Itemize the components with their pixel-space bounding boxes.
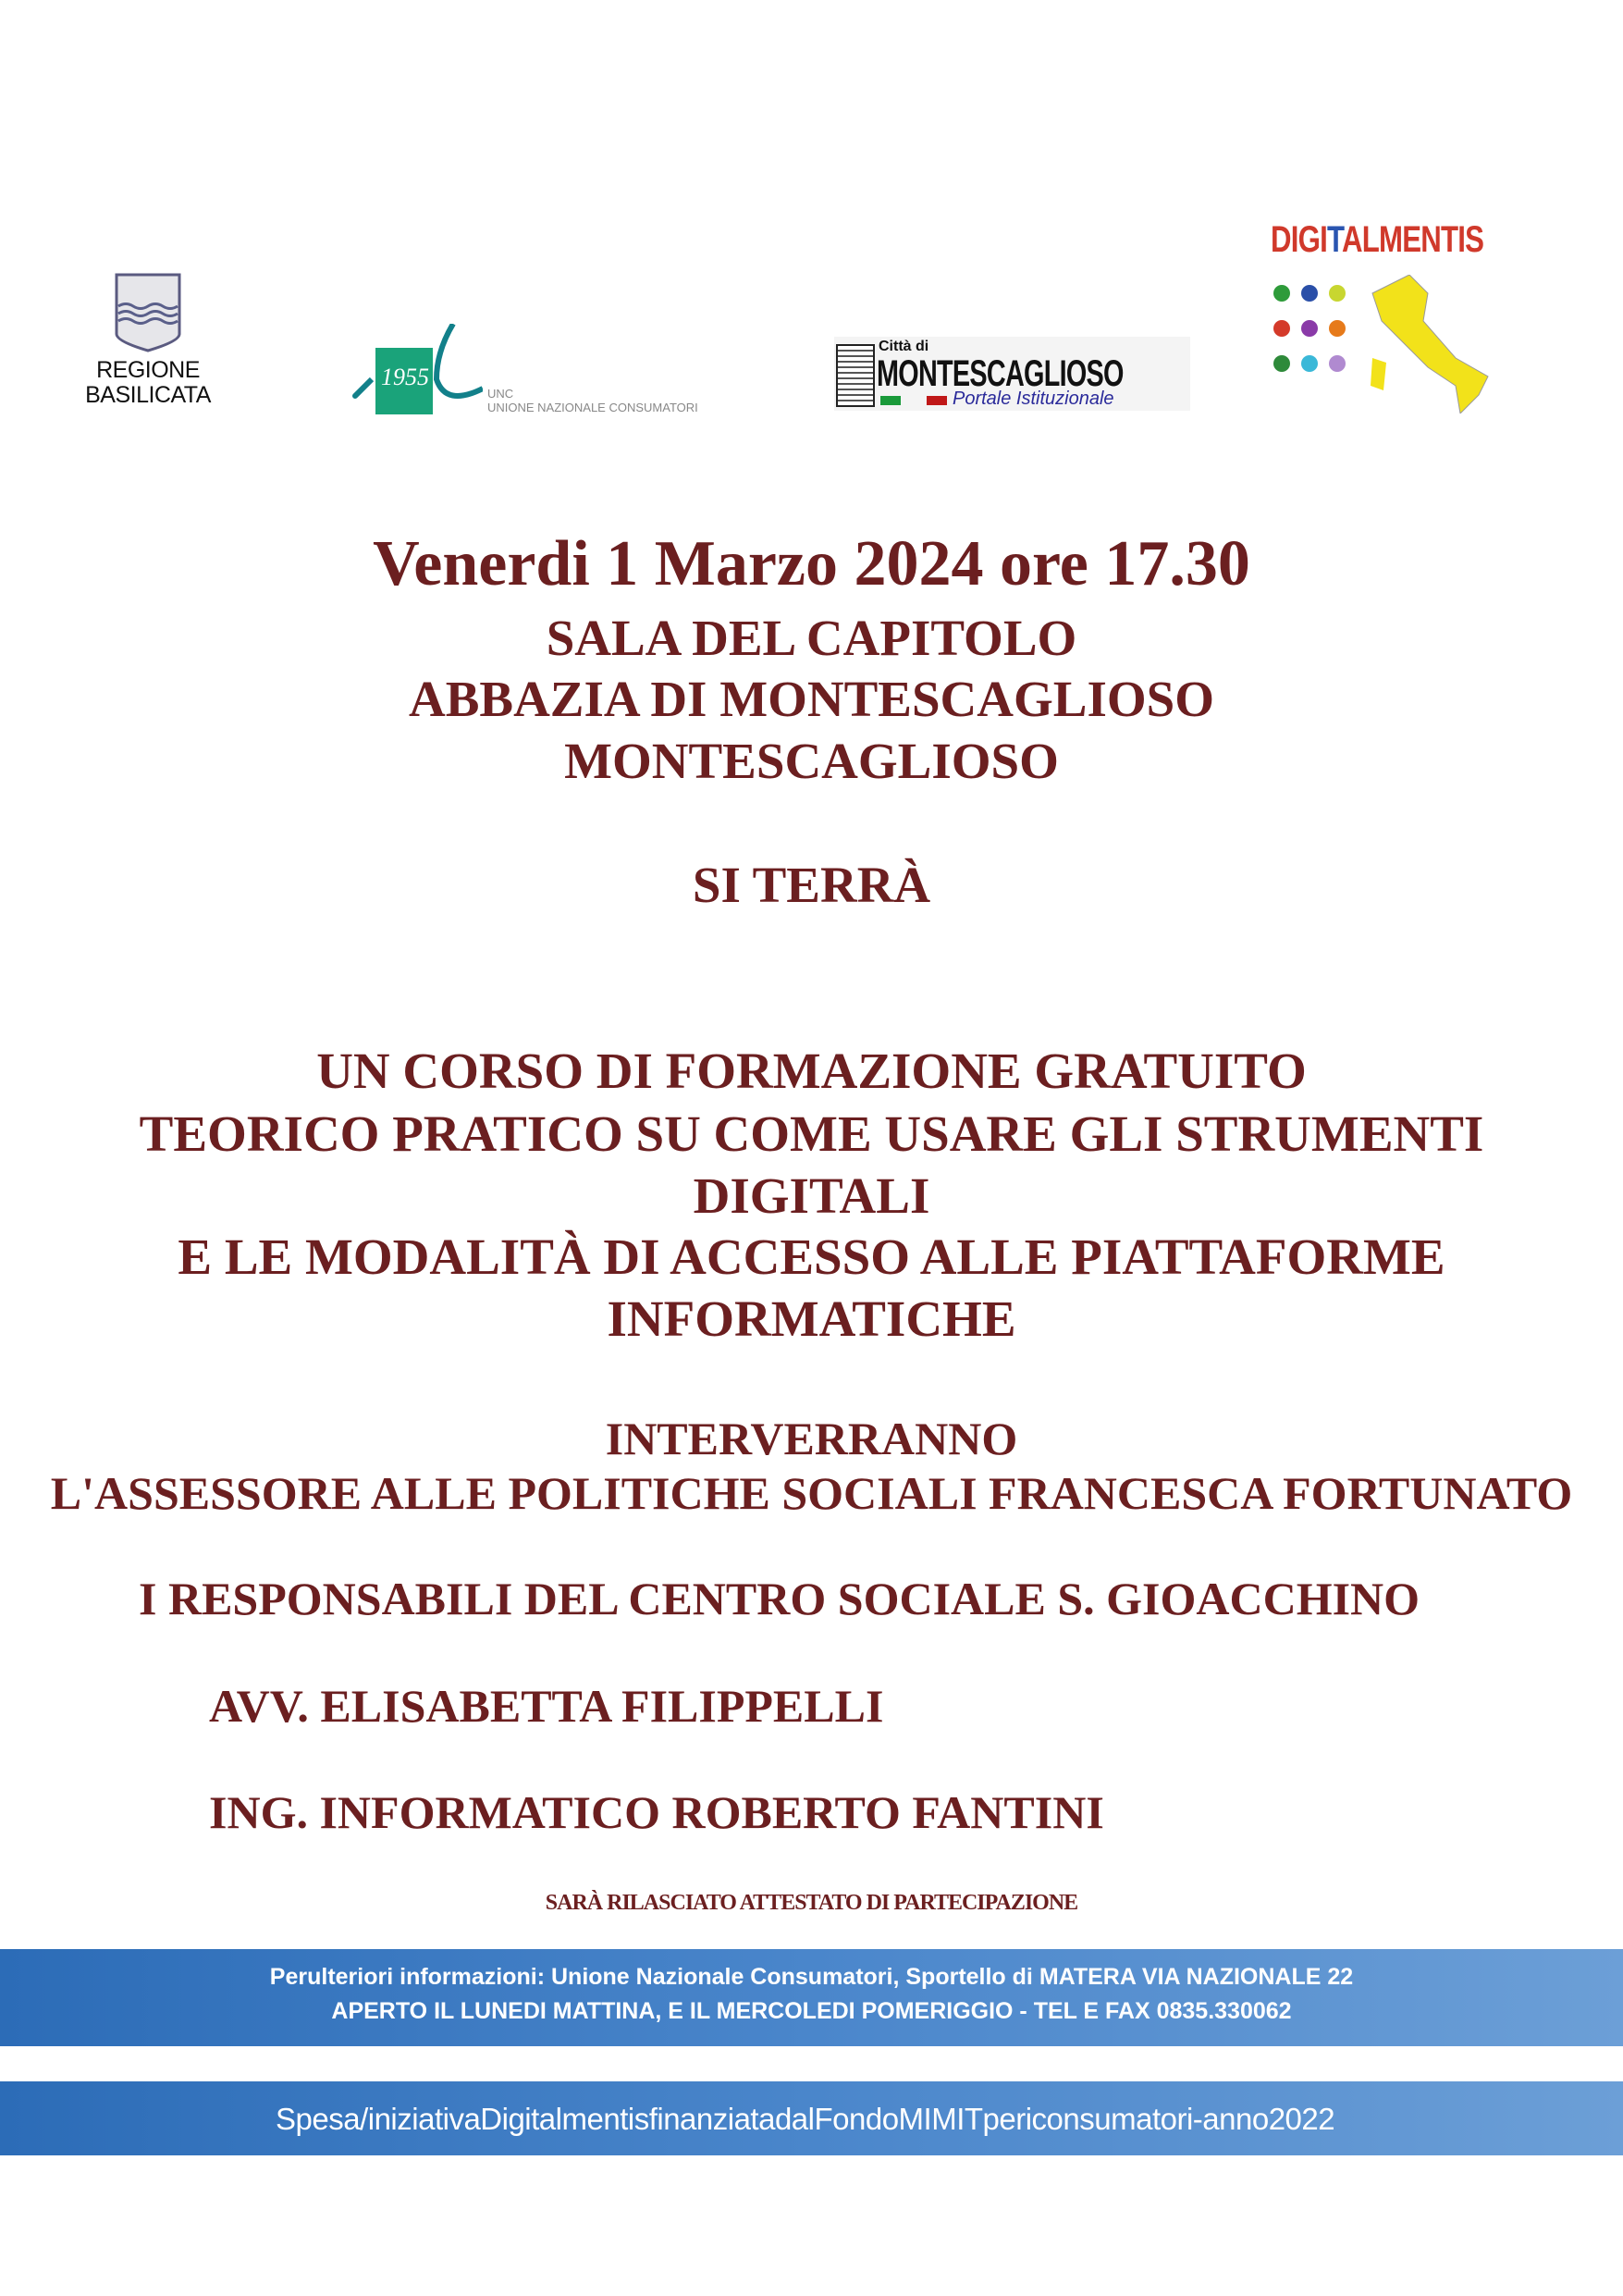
- venue-line-2: ABBAZIA DI MONTESCAGLIOSO: [408, 671, 1215, 727]
- coat-of-arms-icon: [115, 273, 181, 352]
- course-line-4: E LE MODALITÀ DI ACCESSO ALLE PIATTAFORME: [178, 1228, 1445, 1285]
- regione-line1: REGIONE: [96, 357, 200, 383]
- speaker-centro-sociale: I RESPONSABILI DEL CENTRO SOCIALE S. GIOACCHINO: [139, 1573, 1420, 1624]
- unc-name: UNIONE NAZIONALE CONSUMATORI: [487, 401, 698, 414]
- people-italy-map-icon: [1271, 275, 1498, 414]
- regione-line2: BASILICATA: [85, 382, 211, 408]
- montescaglioso-name: MONTESCAGLIOSO: [877, 353, 1124, 394]
- speaker-assessore: L'ASSESSORE ALLE POLITICHE SOCIALI FRANCESCA FORTUNATO: [50, 1467, 1573, 1519]
- venue-line-3: MONTESCAGLIOSO: [564, 733, 1059, 789]
- announce-text: SI TERRÀ: [692, 857, 931, 913]
- unc-logo: [344, 324, 769, 416]
- venue-line-1: SALA DEL CAPITOLO: [546, 610, 1077, 666]
- red-flag-icon: [927, 396, 947, 405]
- montescaglioso-prefix: Città di: [879, 339, 929, 354]
- digitalmentis-b: T: [1327, 219, 1342, 260]
- funding-band: [0, 2081, 1623, 2155]
- course-line-2: TEORICO PRATICO SU COME USARE GLI STRUMENTI: [139, 1105, 1484, 1162]
- regione-basilicata-logo: [74, 273, 222, 412]
- course-line-1: UN CORSO DI FORMAZIONE GRATUITO: [316, 1043, 1307, 1099]
- event-date-time: Venerdi 1 Marzo 2024 ore 17.30: [373, 528, 1250, 599]
- digitalmentis-a: DIGI: [1271, 219, 1328, 260]
- unc-abbr: UNC: [487, 387, 514, 401]
- speaker-fantini: ING. INFORMATICO ROBERTO FANTINI: [209, 1786, 1104, 1838]
- digitalmentis-logo: [1271, 219, 1498, 414]
- info-line-2: APERTO IL LUNEDI MATTINA, E IL MERCOLEDI POMERIGGIO - TEL E FAX 0835.330062: [331, 1998, 1292, 2024]
- digitalmentis-c: ALMENTIS: [1341, 219, 1484, 260]
- funding-text: Spesa/iniziativaDigitalmentisfinanziatadalFondoMIMITpericonsumatori-anno2022: [276, 2102, 1335, 2136]
- unc-ribbon-icon: [344, 324, 483, 416]
- course-line-5: INFORMATICHE: [607, 1290, 1016, 1347]
- speakers-heading: INTERVERRANNO: [605, 1413, 1018, 1464]
- course-line-3: DIGITALI: [693, 1167, 930, 1224]
- montescaglioso-subtitle: Portale Istituzionale: [953, 389, 1114, 409]
- info-line-1: Perulteriori informazioni: Unione Nazionale Consumatori, Sportello di MATERA VIA NAZIONALE 22: [269, 1964, 1354, 1990]
- info-band: [0, 1949, 1623, 2046]
- unc-year: 1955: [381, 364, 429, 390]
- speaker-filippelli: AVV. ELISABETTA FILIPPELLI: [209, 1680, 884, 1732]
- montescaglioso-logo: [834, 337, 1190, 411]
- crest-icon: [836, 344, 875, 407]
- italian-flag-icon: [880, 396, 901, 405]
- certificate-note: SARÀ RILASCIATO ATTESTATO DI PARTECIPAZIONE: [545, 1891, 1078, 1915]
